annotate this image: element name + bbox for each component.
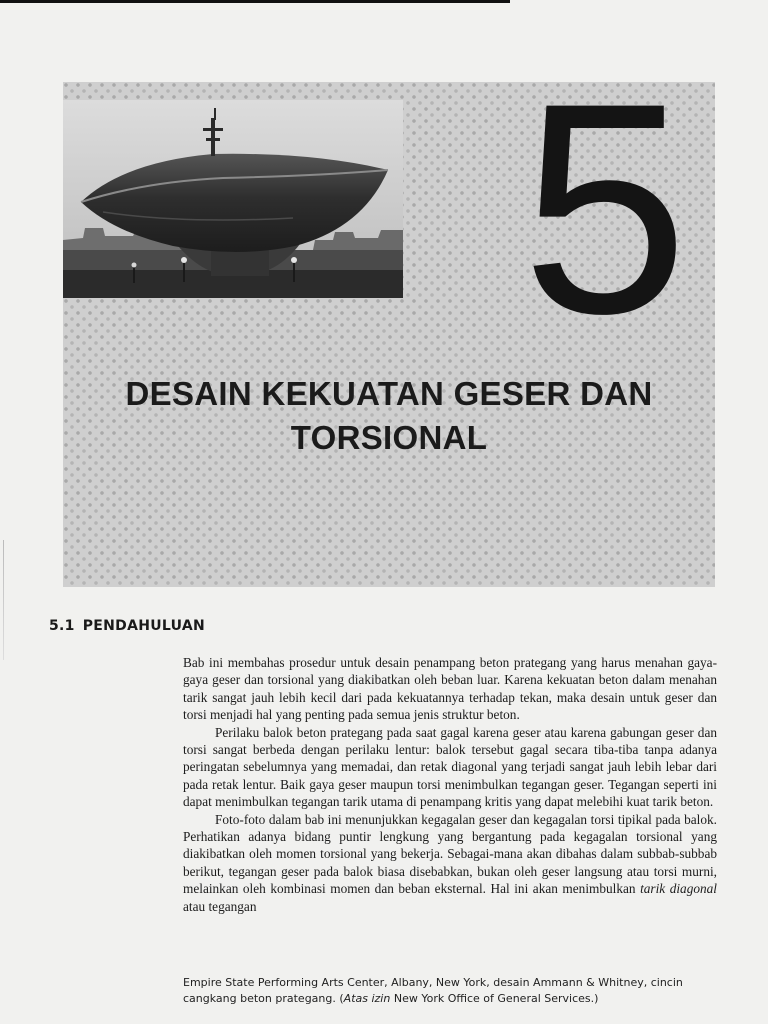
body-text: [183, 654, 717, 915]
chapter-number: 5: [521, 40, 689, 376]
caption-emphasis: Atas izin: [343, 992, 391, 1005]
scan-edge-mark: [3, 540, 4, 660]
paragraph-1: Bab ini membahas prosedur untuk desain penampang beton prategang yang harus menahan gaya-gaya geser dan torsional yang diakibatkan oleh beban luar. Karena kekuatan beton dalam menahan tarik sangat jauh lebih kecil dari pada kekuatannya terhadap tekan, maka desain untuk geser dan torsi menjadi hal yang penting pada semua jenis struktur beton.: [183, 655, 717, 723]
paragraph-3-emphasis: tarik diagonal: [640, 881, 717, 897]
top-rule: [0, 0, 510, 3]
section-title: PENDAHULUAN: [82, 618, 205, 634]
chapter-title: [63, 372, 715, 460]
paragraph-2: Perilaku balok beton prategang pada saat gagal karena geser atau karena gabungan geser dan torsi sangat berbeda dengan perilaku lentur: balok tersebut gagal secara tiba-tiba tanpa adanya peringatan sebelumnya yang memadai, dan retak diagonal yang terjadi sangat jauh lebih lebar dari pada retak lentur. Baik gaya geser maupun torsi menimbulkan tegangan geser. Tegangan seperti ini dapat menimbulkan tegangan tarik utama di penampang kritis yang dapat melebihi kuat tarik beton.: [183, 724, 717, 810]
paragraph-3-tail: atau tegangan: [183, 898, 257, 914]
caption-credit: New York Office of General Services.): [390, 992, 599, 1005]
caption-text: Empire State Performing Arts Center, Albany, New York, desain Ammann & Whitney, cincin cangkang beton prategang. (: [183, 976, 683, 1005]
paragraph-3-text: Foto-foto dalam bab ini menunjukkan kegagalan geser dan kegagalan torsi tipikal pada balok. Perhatikan adanya bidang puntir lengkung yang bergantung pada kegagalan torsional yang diakibatkan oleh momen torsional yang bekerja. Sebagai-mana akan dibahas dalam subbab-subbab berikut, tegangan geser pada balok biasa disebabkan, bukan oleh geser langsung atau torsi murni, melainkan oleh kombinasi momen dan beban eksternal. Hal ini akan menimbulkan: [183, 811, 717, 897]
chapter-title-line-2: TORSIONAL: [290, 419, 488, 456]
section-number: 5.1: [49, 618, 75, 634]
chapter-title-line-1: DESAIN KEKUATAN GESER DAN: [125, 375, 653, 412]
paragraph-3: [183, 811, 717, 915]
building-photo-illustration: [63, 100, 403, 298]
photo-caption: [183, 975, 723, 1007]
chapter-photo: [63, 100, 403, 298]
section-heading: [49, 618, 205, 634]
